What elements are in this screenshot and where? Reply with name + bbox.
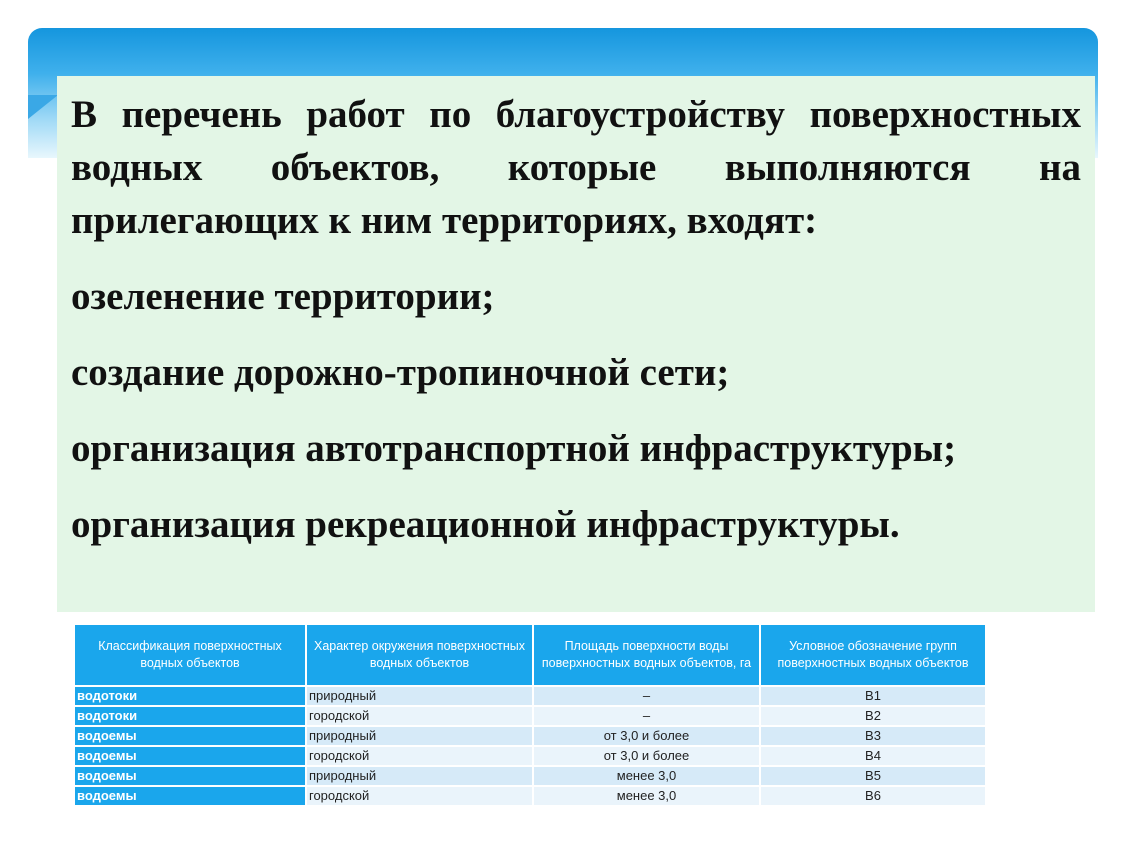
table-cell: водоемы [75, 726, 306, 746]
table-cell: городской [306, 786, 533, 805]
table-cell: водотоки [75, 706, 306, 726]
table-cell: В4 [760, 746, 986, 766]
column-header: Площадь поверхности воды поверхностных водных объектов, га [533, 625, 760, 686]
table-cell: менее 3,0 [533, 786, 760, 805]
table-cell: водотоки [75, 686, 306, 706]
list-item: создание дорожно-тропиночной сети; [71, 351, 730, 394]
table-cell: – [533, 686, 760, 706]
water-objects-table [75, 625, 987, 805]
table-cell: В6 [760, 786, 986, 805]
content-text-box [57, 76, 1095, 612]
intro-paragraph: В перечень работ по благоустройству поверхностных водных объектов, которые выполняются на прилегающих к ним территориях, входят: [71, 93, 1081, 242]
table-cell: водоемы [75, 786, 306, 805]
table-cell: водоемы [75, 766, 306, 786]
table-cell: городской [306, 706, 533, 726]
table-row [75, 786, 986, 805]
table-cell: В5 [760, 766, 986, 786]
table-cell: природный [306, 726, 533, 746]
column-header: Условное обозначение групп поверхностных водных объектов [760, 625, 986, 686]
table-cell: – [533, 706, 760, 726]
table-cell: от 3,0 и более [533, 726, 760, 746]
table-cell: водоемы [75, 746, 306, 766]
table-cell: от 3,0 и более [533, 746, 760, 766]
table-cell: городской [306, 746, 533, 766]
table-cell: природный [306, 686, 533, 706]
table-cell: В1 [760, 686, 986, 706]
table-row [75, 766, 986, 786]
table-cell: менее 3,0 [533, 766, 760, 786]
table-cell: В3 [760, 726, 986, 746]
list-item: организация автотранспортной инфраструктуры; [71, 427, 957, 470]
header-fold-decoration [28, 95, 58, 119]
table-row [75, 706, 986, 726]
table-row [75, 686, 986, 706]
list-item: организация рекреационной инфраструктуры. [71, 503, 900, 546]
table-row [75, 726, 986, 746]
table-header-row [75, 625, 986, 686]
list-item: озеленение территории; [71, 275, 495, 318]
column-header: Классификация поверхностных водных объектов [75, 625, 306, 686]
table-cell: природный [306, 766, 533, 786]
table-row [75, 746, 986, 766]
column-header: Характер окружения поверхностных водных объектов [306, 625, 533, 686]
table-cell: В2 [760, 706, 986, 726]
